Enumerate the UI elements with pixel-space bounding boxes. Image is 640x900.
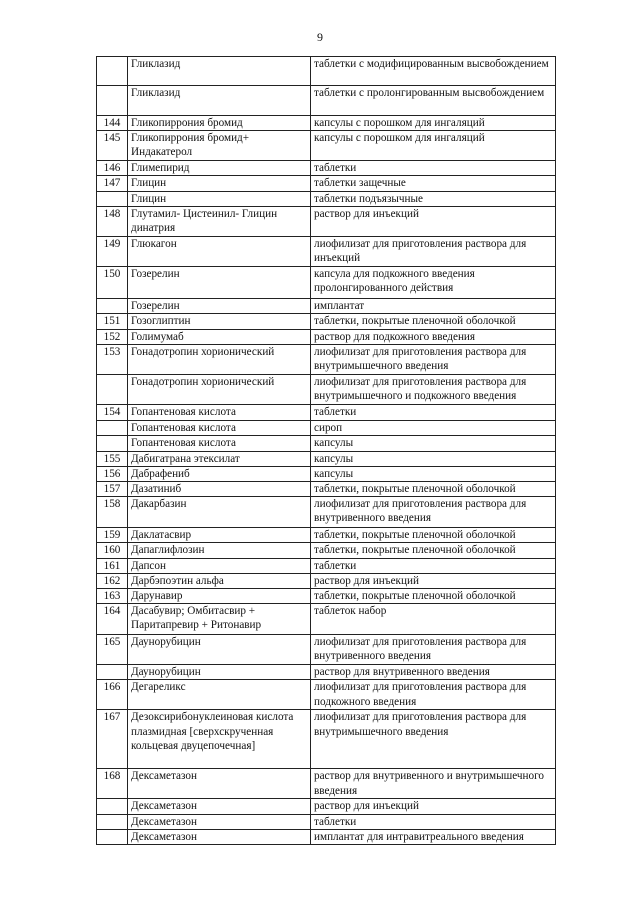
dosage-form-cell: таблетки подъязычные	[311, 191, 556, 206]
dosage-form-cell: таблетки с пролонгированным высвобождением	[311, 86, 556, 116]
drug-name-cell: Гозерелин	[128, 298, 311, 313]
drug-name-cell: Дексаметазон	[128, 769, 311, 799]
row-number-cell: 145	[97, 131, 128, 161]
table-row	[97, 814, 556, 829]
dosage-form-cell: таблетки с модифицированным высвобождением	[311, 57, 556, 86]
table-row	[97, 573, 556, 588]
table-row	[97, 528, 556, 543]
dosage-form-cell: раствор для внутривенного и внутримышечного введения	[311, 769, 556, 799]
medicines-table	[96, 56, 556, 845]
drug-name-cell: Гопантеновая кислота	[128, 436, 311, 451]
row-number-cell: 148	[97, 206, 128, 236]
drug-name-cell: Дакарбазин	[128, 497, 311, 528]
drug-name-cell: Дексаметазон	[128, 799, 311, 814]
page-number: 9	[317, 30, 323, 44]
table-row	[97, 206, 556, 236]
row-number-cell: 162	[97, 573, 128, 588]
table-row	[97, 191, 556, 206]
table-row	[97, 466, 556, 481]
table-row	[97, 589, 556, 604]
dosage-form-cell: таблетки защечные	[311, 176, 556, 191]
table-row	[97, 421, 556, 436]
row-number-cell	[97, 814, 128, 829]
row-number-cell: 150	[97, 266, 128, 298]
row-number-cell: 156	[97, 466, 128, 481]
row-number-cell	[97, 421, 128, 436]
row-number-cell	[97, 799, 128, 814]
drug-name-cell: Голимумаб	[128, 330, 311, 345]
row-number-cell: 166	[97, 680, 128, 710]
dosage-form-cell: лиофилизат для приготовления раствора для внутримышечного введения	[311, 710, 556, 769]
table-row	[97, 635, 556, 665]
drug-name-cell: Даунорубицин	[128, 665, 311, 680]
dosage-form-cell: таблетки, покрытые пленочной оболочкой	[311, 528, 556, 543]
row-number-cell: 152	[97, 330, 128, 345]
row-number-cell: 165	[97, 635, 128, 665]
drug-name-cell: Глицин	[128, 191, 311, 206]
dosage-form-cell: капсулы	[311, 436, 556, 451]
dosage-form-cell: сироп	[311, 421, 556, 436]
table-row	[97, 86, 556, 116]
table-row	[97, 665, 556, 680]
row-number-cell	[97, 298, 128, 313]
drug-name-cell: Дазатиниб	[128, 482, 311, 497]
dosage-form-cell: таблетки	[311, 161, 556, 176]
row-number-cell: 160	[97, 543, 128, 558]
row-number-cell: 168	[97, 769, 128, 799]
drug-name-cell: Гонадотропин хорионический	[128, 345, 311, 375]
dosage-form-cell: капсула для подкожного введения пролонгированного действия	[311, 266, 556, 298]
dosage-form-cell: таблетки	[311, 558, 556, 573]
dosage-form-cell: таблетки, покрытые пленочной оболочкой	[311, 543, 556, 558]
dosage-form-cell: имплантат для интравитреального введения	[311, 829, 556, 844]
table-row	[97, 57, 556, 86]
row-number-cell	[97, 57, 128, 86]
table-row	[97, 543, 556, 558]
row-number-cell	[97, 191, 128, 206]
row-number-cell: 163	[97, 589, 128, 604]
table-row	[97, 330, 556, 345]
dosage-form-cell: лиофилизат для приготовления раствора для внутримышечного введения	[311, 345, 556, 375]
dosage-form-cell: таблеток набор	[311, 604, 556, 635]
dosage-form-cell: раствор для внутривенного введения	[311, 665, 556, 680]
table-row	[97, 497, 556, 528]
drug-name-cell: Гликопиррония бромид	[128, 116, 311, 131]
drug-name-cell: Дарунавир	[128, 589, 311, 604]
row-number-cell: 153	[97, 345, 128, 375]
dosage-form-cell: капсулы с порошком для ингаляций	[311, 116, 556, 131]
table-row	[97, 405, 556, 421]
dosage-form-cell: капсулы	[311, 466, 556, 481]
dosage-form-cell: лиофилизат для приготовления раствора для внутримышечного и подкожного введения	[311, 375, 556, 405]
drug-name-cell: Дапаглифлозин	[128, 543, 311, 558]
drug-name-cell: Глимепирид	[128, 161, 311, 176]
drug-name-cell: Дексаметазон	[128, 829, 311, 844]
table-row	[97, 314, 556, 330]
drug-name-cell: Гонадотропин хорионический	[128, 375, 311, 405]
drug-name-cell: Глутамил- Цистеинил- Глицин динатрия	[128, 206, 311, 236]
dosage-form-cell: таблетки	[311, 405, 556, 421]
dosage-form-cell: имплантат	[311, 298, 556, 313]
row-number-cell: 164	[97, 604, 128, 635]
row-number-cell: 155	[97, 451, 128, 466]
row-number-cell: 151	[97, 314, 128, 330]
table-row	[97, 131, 556, 161]
drug-name-cell: Дабрафениб	[128, 466, 311, 481]
drug-name-cell: Дабигатрана этексилат	[128, 451, 311, 466]
drug-name-cell: Дегареликс	[128, 680, 311, 710]
dosage-form-cell: раствор для подкожного введения	[311, 330, 556, 345]
drug-name-cell: Дексаметазон	[128, 814, 311, 829]
table-row	[97, 266, 556, 298]
dosage-form-cell: лиофилизат для приготовления раствора для подкожного введения	[311, 680, 556, 710]
row-number-cell	[97, 665, 128, 680]
table-row	[97, 451, 556, 466]
drug-name-cell: Глюкагон	[128, 236, 311, 266]
dosage-form-cell: раствор для инъекций	[311, 573, 556, 588]
dosage-form-cell: раствор для инъекций	[311, 206, 556, 236]
table-body	[97, 57, 556, 845]
table-row	[97, 680, 556, 710]
row-number-cell: 147	[97, 176, 128, 191]
dosage-form-cell: таблетки, покрытые пленочной оболочкой	[311, 589, 556, 604]
drug-name-cell: Дарбэпоэтин альфа	[128, 573, 311, 588]
row-number-cell: 144	[97, 116, 128, 131]
row-number-cell: 157	[97, 482, 128, 497]
dosage-form-cell: раствор для инъекций	[311, 799, 556, 814]
table-row	[97, 558, 556, 573]
drug-name-cell: Гозерелин	[128, 266, 311, 298]
row-number-cell: 158	[97, 497, 128, 528]
dosage-form-cell: таблетки, покрытые пленочной оболочкой	[311, 314, 556, 330]
drug-name-cell: Гликопиррония бромид+ Индакатерол	[128, 131, 311, 161]
row-number-cell: 159	[97, 528, 128, 543]
drug-name-cell: Гликлазид	[128, 86, 311, 116]
row-number-cell: 149	[97, 236, 128, 266]
table-row	[97, 436, 556, 451]
drug-name-cell: Глицин	[128, 176, 311, 191]
table-row	[97, 298, 556, 313]
table-row	[97, 769, 556, 799]
drug-name-cell: Гликлазид	[128, 57, 311, 86]
table-row	[97, 236, 556, 266]
dosage-form-cell: лиофилизат для приготовления раствора для внутривенного введения	[311, 497, 556, 528]
table-row	[97, 710, 556, 769]
row-number-cell	[97, 829, 128, 844]
drug-name-cell: Гопантеновая кислота	[128, 421, 311, 436]
drug-name-cell: Гозоглиптин	[128, 314, 311, 330]
table-row	[97, 482, 556, 497]
row-number-cell	[97, 436, 128, 451]
table-row	[97, 176, 556, 191]
dosage-form-cell: лиофилизат для приготовления раствора для инъекций	[311, 236, 556, 266]
drug-name-cell: Даунорубицин	[128, 635, 311, 665]
drug-name-cell: Гопантеновая кислота	[128, 405, 311, 421]
dosage-form-cell: капсулы с порошком для ингаляций	[311, 131, 556, 161]
drug-name-cell: Даклатасвир	[128, 528, 311, 543]
row-number-cell: 167	[97, 710, 128, 769]
dosage-form-cell: капсулы	[311, 451, 556, 466]
row-number-cell	[97, 375, 128, 405]
drug-name-cell: Дапсон	[128, 558, 311, 573]
row-number-cell: 161	[97, 558, 128, 573]
table-row	[97, 829, 556, 844]
table-row	[97, 345, 556, 375]
drug-name-cell: Дасабувир; Омбитасвир + Паритапревир + Ритонавир	[128, 604, 311, 635]
table-row	[97, 604, 556, 635]
table-row	[97, 116, 556, 131]
drug-name-cell: Дезоксирибонуклеиновая кислота плазмидная [сверхскрученная кольцевая двуцепочечная]	[128, 710, 311, 769]
dosage-form-cell: таблетки	[311, 814, 556, 829]
row-number-cell	[97, 86, 128, 116]
row-number-cell: 146	[97, 161, 128, 176]
table-row	[97, 799, 556, 814]
row-number-cell: 154	[97, 405, 128, 421]
table-row	[97, 375, 556, 405]
dosage-form-cell: таблетки, покрытые пленочной оболочкой	[311, 482, 556, 497]
dosage-form-cell: лиофилизат для приготовления раствора для внутривенного введения	[311, 635, 556, 665]
table-row	[97, 161, 556, 176]
